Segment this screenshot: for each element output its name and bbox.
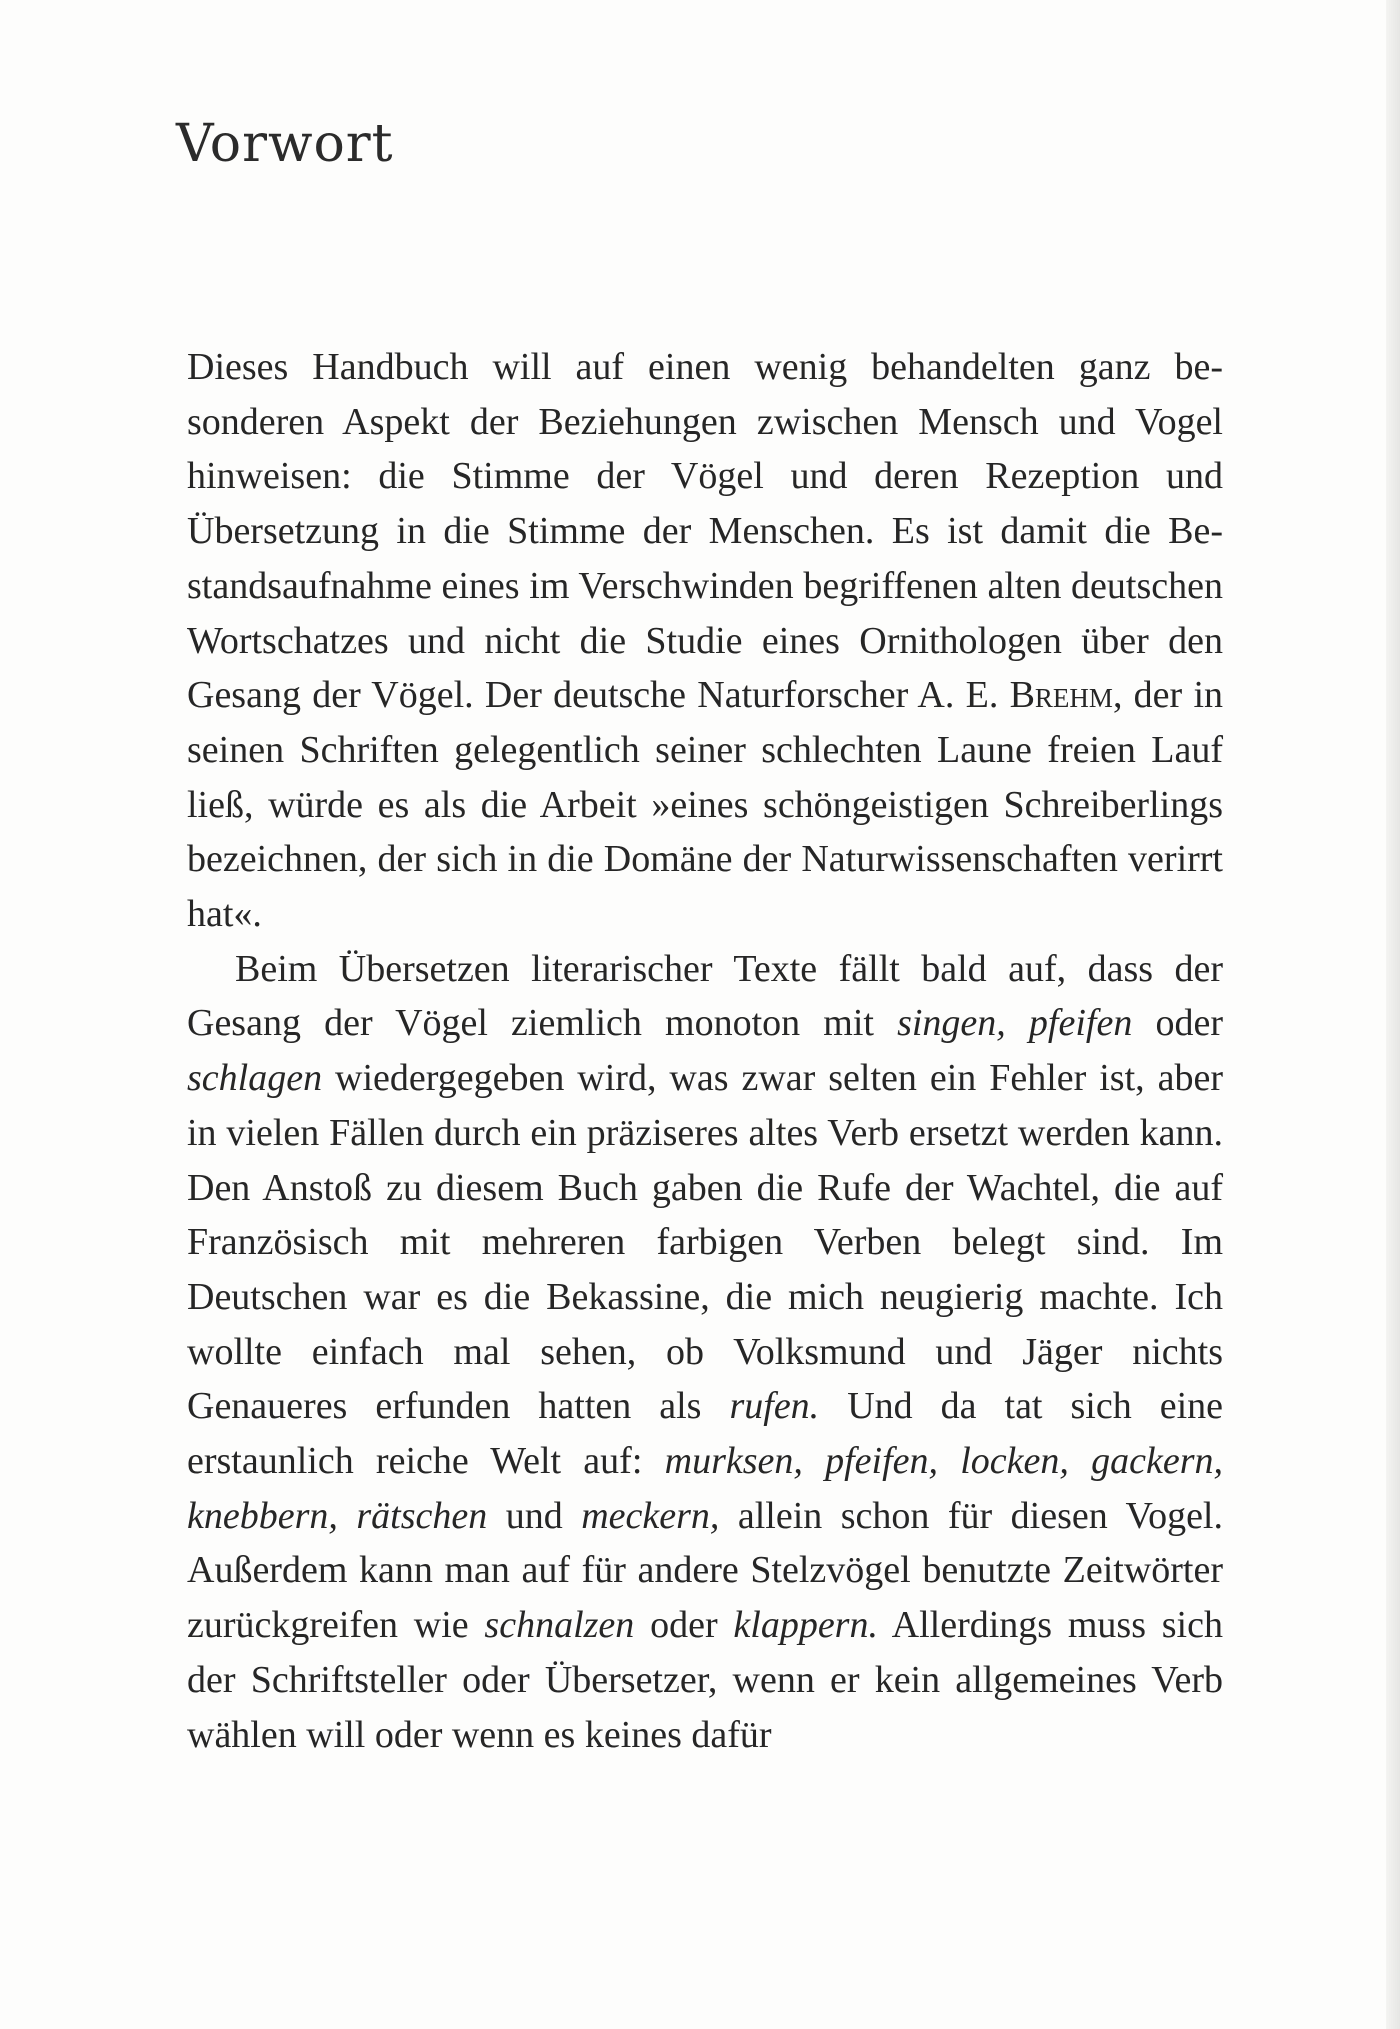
text-run: oder <box>634 1604 734 1647</box>
chapter-heading: Vorwort <box>176 114 394 174</box>
text-run: allein schon für diesen Vogel. Außerdem kann man auf für andere Stelzvögel benutzte Zeitwörter zurückgreifen wie <box>187 1494 1223 1647</box>
italic-term: klappern. <box>733 1604 878 1647</box>
text-run: wiedergegeben wird, was zwar selten ein Fehler ist, aber in vielen Fällen durch ein präziseres altes Verb ersetzt werden kann. Den Anstoß zu diesem Buch gaben die Rufe der Wachtel, die auf Französisch mit mehreren farbigen Verben belegt sind. Im Deutschen war es die Bekassine, die mich neugierig machte. Ich wollte einfach mal sehen, ob Volksmund und Jäger nichts Genaueres erfunden hatten als <box>187 1057 1223 1428</box>
italic-term: singen, pfeifen <box>897 1002 1133 1045</box>
text-run: Beim Übersetzen literarischer Texte fällt bald auf, dass der Gesang der Vögel ziemlich monoton mit <box>187 947 1223 1045</box>
italic-term: rufen. <box>729 1385 820 1428</box>
text-run: oder <box>1132 1002 1223 1045</box>
page-edge <box>1386 0 1400 2029</box>
italic-term: schnalzen <box>484 1604 635 1647</box>
paragraph-1 <box>187 340 1223 942</box>
body-text <box>187 340 1223 1762</box>
text-run: Dieses Handbuch will auf einen wenig behandelten ganz besonderen Aspekt der Beziehungen zwischen Mensch und Vogel hinweisen: die Stimme der Vögel und deren Rezeption und Übersetzung in die Stimme der Menschen. Es ist damit die Bestandsaufnahme eines im Verschwinden begriffenen alten deutschen Wortschatzes und nicht die Studie eines Ornithologen über den Gesang der Vögel. Der deutsche Naturforscher A. E. <box>187 346 1223 717</box>
italic-term: murksen, pfeifen, locken, gackern, knebbern, rätschen <box>187 1440 1223 1537</box>
text-run: , der in seinen Schriften gelegentlich seiner schlechten Laune freien Lauf ließ, würde es als die Arbeit »eines schöngeistigen Schreiberlings bezeichnen, der sich in die Domäne der Naturwissenschaften verirrt hat«. <box>187 674 1223 936</box>
text-run: Allerdings muss sich der Schriftsteller oder Übersetzer, wenn er kein allgemeines Verb wählen will oder wenn es keines dafür <box>187 1604 1223 1756</box>
italic-term: schlagen <box>187 1057 323 1100</box>
paragraph-2 <box>187 942 1223 1763</box>
italic-term: meckern, <box>581 1494 720 1537</box>
text-run: Und da tat sich eine erstaunlich reiche Welt auf: <box>187 1385 1223 1483</box>
text-run: und <box>487 1494 582 1537</box>
author-name: Brehm <box>1009 674 1113 717</box>
